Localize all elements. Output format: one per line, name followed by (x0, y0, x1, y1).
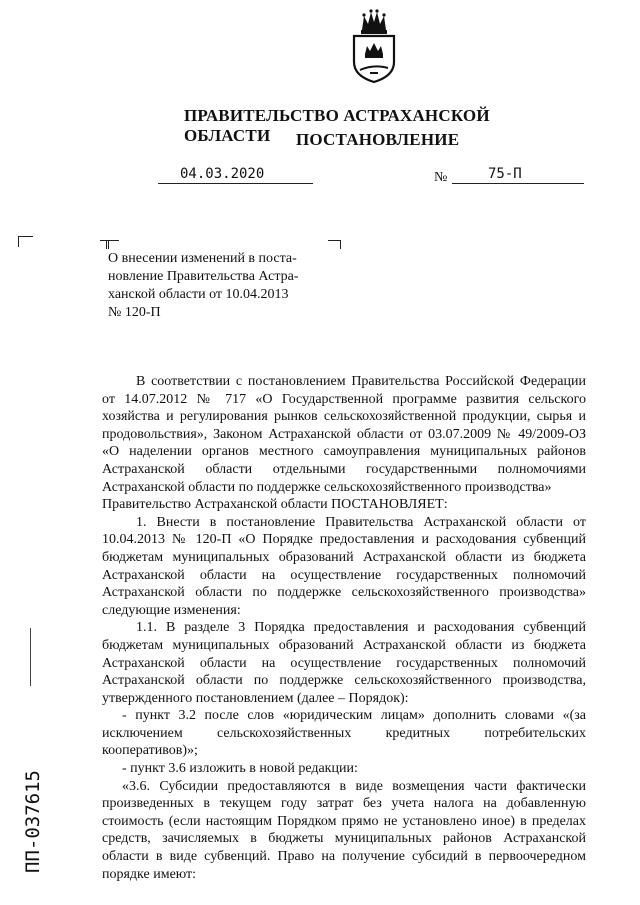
body-paragraph: 1.1. В разделе 3 Порядка предоставления и расходования субвенций бюджетам муниципальных образований Астраханской области из бюджета Астраханской области на осуществление государственных полномочий Астраханской области по поддержке сельскохозяйственного производства, утвержденного постановлением (далее – Порядок): (102, 620, 586, 706)
document-type-title: ПОСТАНОВЛЕНИЕ (296, 130, 460, 149)
document-date: 04.03.2020 (180, 166, 265, 182)
document-subject (108, 250, 344, 322)
body-paragraph: «3.6. Субсидии предоставляются в виде возмещения части фактически произведенных в текущем году затрат без учета налога на добавленную стоимость (если настоящим Порядком прямо не установлено иное) в пределах средств, зачисляемых в бюджеты муниципальных районов Астраханской области в виде субвенций. Право на получение субсидий в первоочередном порядке имеют: (102, 778, 586, 882)
body-paragraph: - пункт 3.6 изложить в новой редакции: (122, 761, 358, 777)
body-paragraph-resolution: Правительство Астраханской области ПОСТАНОВЛЯЕТ: (102, 497, 448, 513)
organization-title: ПРАВИТЕЛЬСТВО АСТРАХАНСКОЙ ОБЛАСТИ (184, 106, 490, 145)
subject-line: О внесении изменений в поста- (108, 251, 297, 266)
serial-number-stamp (18, 705, 48, 875)
body-paragraph: В соответствии с постановлением Правительства Российской Федерации от 14.07.2012 № 717 «О Государственной программе развития сельского хозяйства и регулирования рынков сельскохозяйственной продукции, сырья и продовольствия», Законом Астраханской области от 03.07.2009 № 49/2009-ОЗ «О наделении органов местного самоуправления муниципальных районов Астраханской области отдельными государственными полномочиями Астраханской области по поддержке сельскохозяйственного производства» (102, 374, 586, 495)
number-underline (452, 183, 584, 184)
astrakhan-coat-of-arms-icon (348, 8, 400, 84)
body-paragraph: 1. Внести в постановление Правительства Астраханской области от 10.04.2013 № 120-П «О Порядке предоставления и расходования субвенций бюджетам муниципальных образований Астраханской области из бюджета Астраханской области на осуществление государственных полномочий Астраханской области по поддержке сельскохозяйственного производства» следующие изменения: (102, 514, 586, 618)
subject-line: ханской области от 10.04.2013 (108, 287, 289, 302)
number-sign: № (434, 170, 448, 185)
document-body (102, 373, 586, 883)
document-number: 75-П (488, 166, 522, 182)
subject-line: новление Правительства Астра- (108, 269, 299, 284)
margin-line (30, 628, 31, 686)
serial-number-text: ПП-037615 (22, 770, 44, 873)
left-margin-corner (18, 236, 33, 247)
subject-line: № 120-П (108, 305, 161, 320)
body-paragraph: - пункт 3.2 после слов «юридическим лицам» дополнить словами «(за исключением сельскохозяйственных кредитных потребительских кооперативов)»; (102, 708, 586, 759)
date-underline (158, 183, 313, 184)
subject-right-corner (328, 240, 341, 249)
subject-left-corner-inner (100, 240, 109, 249)
